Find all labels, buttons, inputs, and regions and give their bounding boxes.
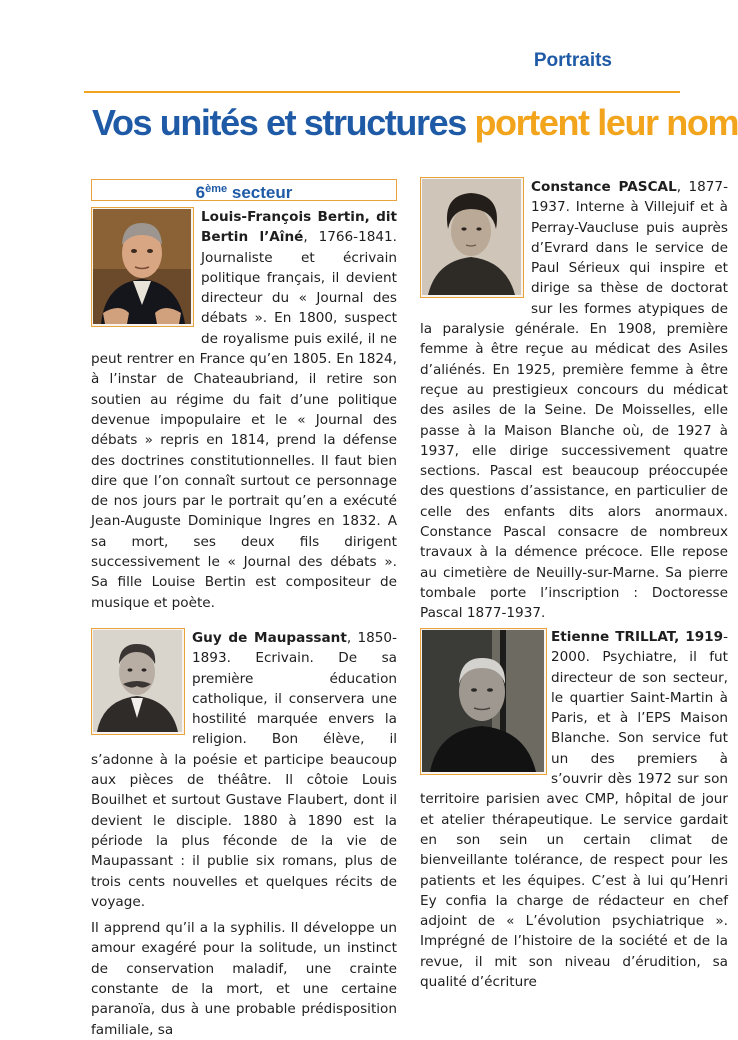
pascal-text: , 1877-1937. Interne à Villejuif et à Perray-Vaucluse puis auprès d’Evrard dans le service de Paul Sérieux qui inspire et dirige sa thèse de doctorat sur les formes atypiques de la paralysie générale. En 1908, première femme à être reçue au médicat des Asiles d’aliénés. En 1925, première femme à être reçue au prestigieux concours du médicat des asiles de la Seine. De Moisselles, elle passe à la Maison Blanche où, de 1927 à 1937, elle dirige successivement quatre sections. Pascal est beaucoup préoccupée des questions d’assistance, en particulier de celle des enfants dits alors anormaux. Constance Pascal consacre de nombreux travaux à la démence précoce. Elle repose au cimetière de Neuilly-sur-Marne. Sa pierre tombale porte l’inscription : Doctoresse Pascal 1877-1937. xyxy=(420,179,728,622)
maupassant-portrait xyxy=(91,628,185,735)
maupassant-name: Guy de Maupassant xyxy=(192,629,347,646)
trillat-text: -2000. Psychiatre, il fut directeur de son secteur, le quartier Saint-Martin à Paris, et à l’EPS Maison Blanche. Son service fut un des premiers à s’ouvrir dès 1972 sur son territoire parisien avec CMP, hôpital de jour et atelier thérapeutique. Le service gardait en son sein un certain climat de bienveillante tolérance, de respect pour les patients et les équipes. C’est à lui qu’Henri Ey confia la charge de rédacteur en chef adjoint de « L’évolution psychiatrique ». Imprégné de l’histoire de la société et de la revue, il mit son niveau d’érudition, sa qualité d’écriture xyxy=(420,629,728,991)
page-title xyxy=(92,102,738,144)
bertin-name: Louis-François Bertin, dit Bertin l’Aîné xyxy=(201,209,397,246)
maupassant-portrait-image xyxy=(93,630,182,732)
pascal-name: Constance PASCAL xyxy=(531,179,677,195)
trillat-name: Etienne TRILLAT, 1919 xyxy=(551,629,724,645)
right-column xyxy=(420,177,728,622)
maupassant-paragraph-2: Il apprend qu’il a la syphilis. Il développe un amour exagéré pour la solitude, un instinct de conservation maladif, une crainte constante de la mort, et une certaine paranoïa, dus à une probable prédisposition familiale, sa xyxy=(91,920,397,1038)
sector-label: secteur xyxy=(231,183,293,202)
sector-heading xyxy=(91,179,397,201)
sector-number: 6 xyxy=(195,183,206,202)
maupassant-dates: , 1850-1893. xyxy=(192,629,397,667)
section-label: Portraits xyxy=(533,50,612,71)
maupassant-text: Ecrivain. De sa première éducation catholique, il conservera une hostilité marquée envers la religion. Bon élève, il s’adonne à la poésie et participe beaucoup aux pièces de théâtre. Il côtoie Louis Bouilhet et surtout Gustave Flaubert, dont il devient le disciple. 1880 à 1890 est la période la plus féconde de la vie de Maupassant : il publie six romans, plus de trois cents nouvelles et quelques récits de voyage. xyxy=(91,650,397,910)
left-column xyxy=(91,179,397,1038)
title-orange: portent leur nom xyxy=(474,102,738,143)
bertin-dates: , 1766-1841. xyxy=(303,229,397,246)
header-rule xyxy=(84,91,680,93)
sector-suffix: ème xyxy=(205,183,228,195)
bertin-portrait-image xyxy=(93,209,191,324)
pascal-portrait-image xyxy=(422,179,521,295)
bertin-portrait xyxy=(91,207,194,327)
trillat-block xyxy=(420,627,728,991)
title-blue: Vos unités et structures xyxy=(92,102,466,143)
pascal-portrait xyxy=(420,177,524,298)
bertin-text: Journaliste et écrivain politique français, il devient directeur du « Journal des débats ». En 1800, suspect de royalisme puis exilé, il ne peut rentrer en France qu’en 1805. En 1824, à l’instar de Chateaubriand, il retire son soutien au régime du fait d’une politique devenue impopulaire et le « Journal des débats » repris en 1814, prend la défense des doctrines constitutionnelles. Il faut bien dire que l’on connaît surtout ce personnage de nos jours par le portrait qu’en a exécuté Jean-Auguste Dominique Ingres en 1832. A sa mort, ses deux fils dirigent successivement le « Journal des débats ». Sa fille Louise Bertin est compositeur de musique et poète. xyxy=(91,249,397,611)
